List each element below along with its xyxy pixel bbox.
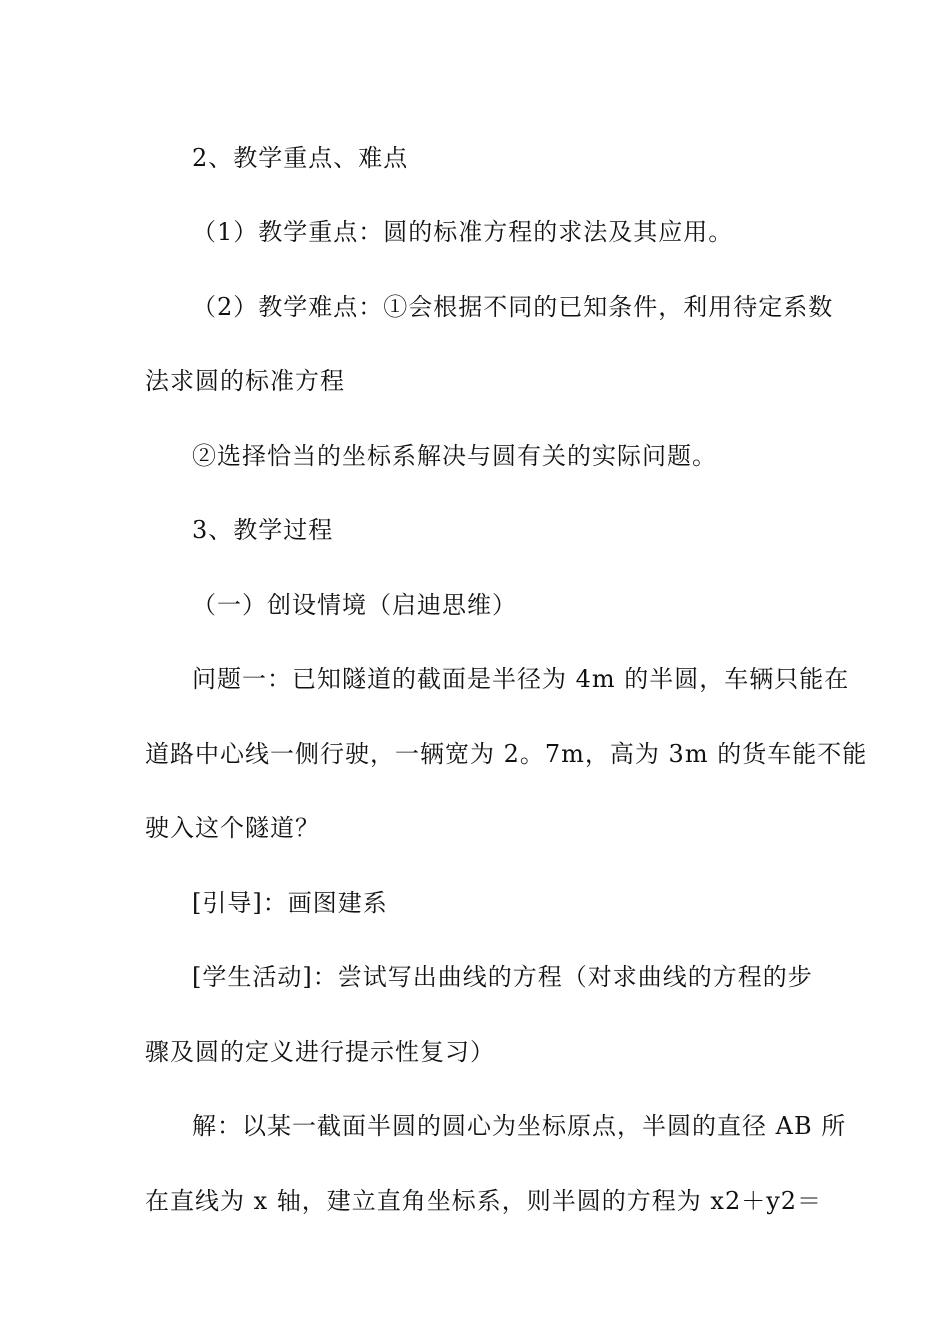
paragraph-solution-cont: 在直线为 x 轴，建立直角坐标系，则半圆的方程为 x2＋y2＝ <box>145 1187 823 1215</box>
paragraph-question-1-end: 驶入这个隧道？ <box>145 814 320 842</box>
paragraph-student-activity: [学生活动]：尝试写出曲线的方程（对求曲线的方程的步 <box>192 963 813 991</box>
paragraph-question-1: 问题一：已知隧道的截面是半径为 4m 的半圆，车辆只能在 <box>192 665 850 693</box>
heading-teaching-process: 3、教学过程 <box>192 516 334 544</box>
paragraph-difficulty-2: ②选择恰当的坐标系解决与圆有关的实际问题。 <box>192 442 717 470</box>
paragraph-student-activity-cont: 骤及圆的定义进行提示性复习） <box>145 1038 495 1066</box>
paragraph-question-1-cont: 道路中心线一侧行驶，一辆宽为 2。7m，高为 3m 的货车能不能 <box>145 740 868 768</box>
paragraph-guide: [引导]：画图建系 <box>192 889 388 917</box>
subheading-scenario: （一）创设情境（启迪思维） <box>192 591 517 619</box>
paragraph-focus: （1）教学重点：圆的标准方程的求法及其应用。 <box>192 218 734 246</box>
paragraph-difficulty: （2）教学难点：①会根据不同的已知条件，利用待定系数 <box>192 293 834 321</box>
heading-teaching-focus: 2、教学重点、难点 <box>192 144 409 172</box>
paragraph-difficulty-cont: 法求圆的标准方程 <box>145 367 345 395</box>
paragraph-solution: 解：以某一截面半圆的圆心为坐标原点，半圆的直径 AB 所 <box>192 1112 847 1140</box>
